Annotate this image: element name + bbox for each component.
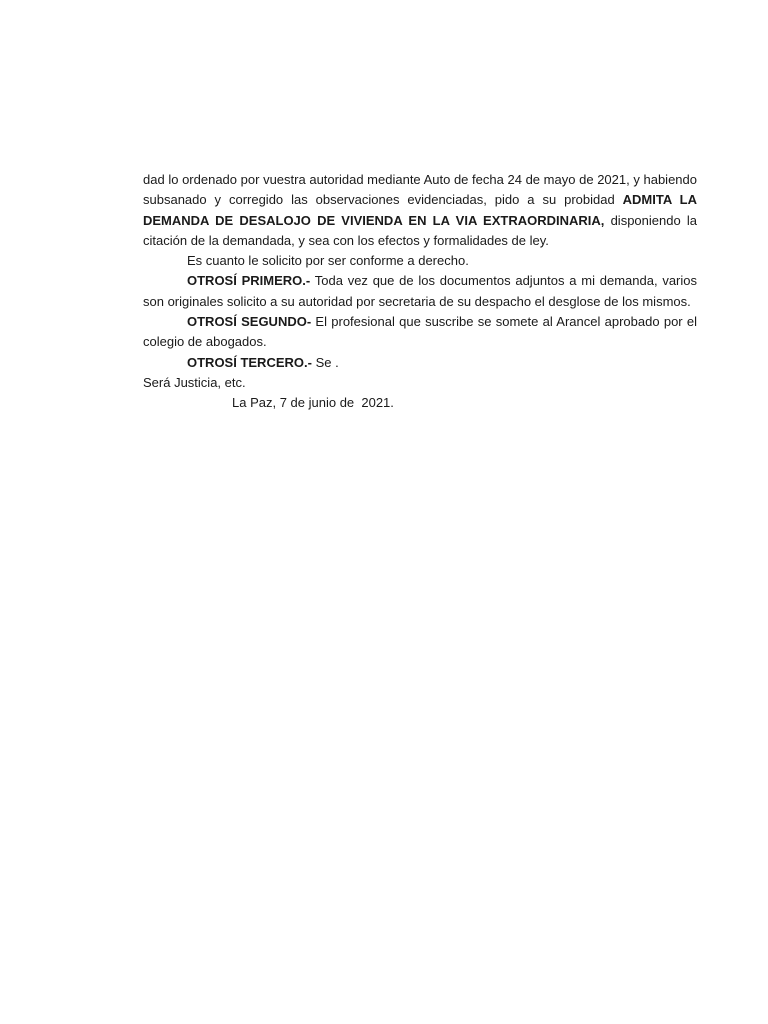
otrosi-segundo-paragraph: [143, 312, 697, 353]
request-paragraph: [143, 251, 697, 271]
petition-bold-request: ADMITA LA DEMANDA DE DESALOJO DE VIVIENDA EN LA VIA EXTRAORDINARIA,: [143, 192, 697, 228]
otrosi-tercero-label: OTROSÍ TERCERO.-: [187, 354, 312, 370]
otrosi-tercero-paragraph: [143, 353, 697, 373]
otrosi-primero-text: Toda vez que de los documentos adjuntos a mi demanda, varios son originales solicito a su autoridad por secretaria de su despacho el desglose de los mismos.: [143, 273, 697, 309]
otrosi-primero-paragraph: [143, 271, 697, 312]
petition-paragraph: [143, 170, 697, 251]
closing-line: Será Justicia, etc.: [143, 374, 246, 390]
request-text: Es cuanto le solicito por ser conforme a derecho.: [187, 253, 469, 269]
date-line: La Paz, 7 de junio de 2021.: [232, 395, 394, 411]
otrosi-primero-label: OTROSÍ PRIMERO.-: [187, 273, 311, 289]
otrosi-segundo-text: El profesional que suscribe se somete al Arancel aprobado por el colegio de abogados.: [143, 314, 698, 350]
document-body: [143, 170, 697, 414]
petition-text-end: disponiendo la citación de la demandada, y sea con los efectos y formalidades de ley.: [143, 212, 697, 248]
petition-text-start: dad lo ordenado por vuestra autoridad mediante Auto de fecha 24 de mayo de 2021, y habiendo subsanado y corregido las observaciones evidenciadas, pido a su probidad: [143, 172, 697, 208]
otrosi-tercero-text: Se .: [311, 354, 339, 370]
otrosi-segundo-label: OTROSÍ SEGUNDO-: [187, 314, 312, 330]
